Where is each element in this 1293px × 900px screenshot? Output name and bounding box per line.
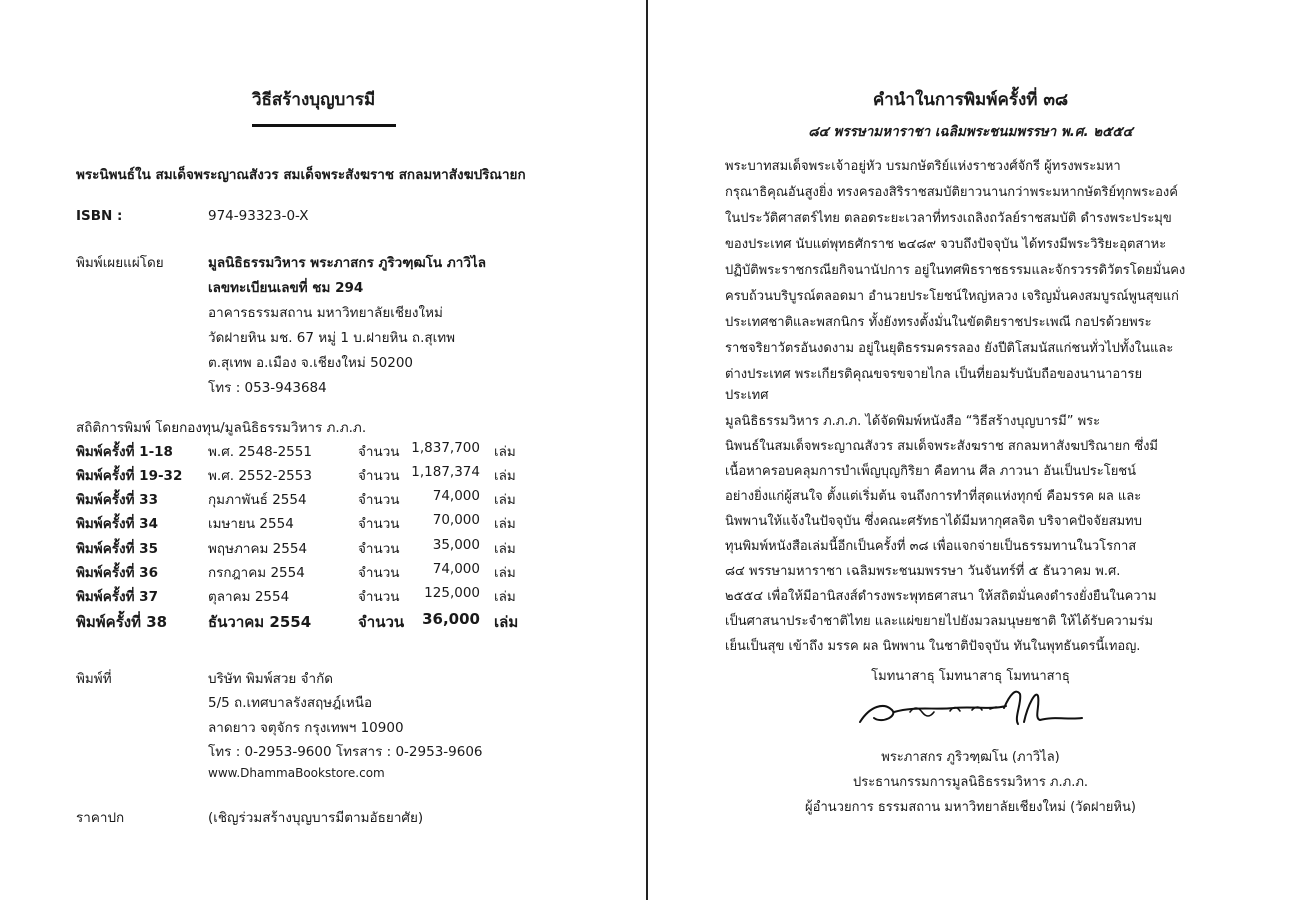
preface-line: ประเทศชาติและพสกนิกร ทั้งยังทรงตั้งมั่นในขัตติยราชประเพณี กอปรด้วยพระ xyxy=(725,315,1152,330)
printer-line: 5/5 ถ.เทศบาลรังสฤษฎ์เหนือ xyxy=(208,695,373,711)
print-stat-row xyxy=(76,440,536,460)
preface-line: พระบาทสมเด็จพระเจ้าอยู่หัว บรมกษัตริย์แห่งราชวงศ์จักรี ผู้ทรงพระมหา xyxy=(725,159,1121,174)
stat-edition: พิมพ์ครั้งที่ 1-18 xyxy=(76,444,173,460)
preface-line: ในประวัติศาสตร์ไทย ตลอดระยะเวลาที่ทรงเถลิงถวัลย์ราชสมบัติ ดำรงพระประมุข xyxy=(725,211,1172,226)
preface-line: ราชจริยาวัตรอันงดงาม อยู่ในยุติธรรมครรลอง ยังปีติโสมนัสแก่ชนทั่วไปทั้งในและ xyxy=(725,341,1174,356)
printer-label: พิมพ์ที่ xyxy=(76,671,112,687)
left-page xyxy=(0,0,646,900)
isbn-value: 974-93323-0-X xyxy=(208,208,309,224)
preface-line: อย่างยิ่งแก่ผู้สนใจ ตั้งแต่เริ่มต้น จนถึงการทำที่สุดแห่งทุกข์ คือมรรค ผล และ xyxy=(725,489,1142,504)
stat-amount-label: จำนวน xyxy=(358,565,400,581)
printer-line: บริษัท พิมพ์สวย จำกัด xyxy=(208,671,334,687)
stat-count: 1,187,374 xyxy=(411,464,480,480)
stat-unit: เล่ม xyxy=(494,444,516,460)
stat-count: 74,000 xyxy=(432,488,480,504)
stat-unit: เล่ม xyxy=(494,492,516,508)
signer-position: ประธานกรรมการมูลนิธิธรรมวิหาร ภ.ภ.ภ. xyxy=(852,774,1089,790)
preface-line: ๒๕๕๔ เพื่อให้มีอานิสงส์ดำรงพระพุทธศาสนา ให้สถิตมั่นคงดำรงยั่งยืนในความ xyxy=(725,589,1157,604)
preface-line: ทุนพิมพ์หนังสือเล่มนี้อีกเป็นครั้งที่ ๓๘ เพื่อแจกจ่ายเป็นธรรมทานในวโรกาส xyxy=(725,539,1137,554)
print-stat-row xyxy=(76,561,536,581)
stat-amount-label: จำนวน xyxy=(358,541,400,557)
preface-subtitle: ๘๔ พรรษามหาราชา เฉลิมพระชนมพรรษา พ.ศ. ๒๕๕๔ xyxy=(808,124,1133,140)
stat-edition: พิมพ์ครั้งที่ 35 xyxy=(76,541,158,557)
preface-line: มูลนิธิธรรมวิหาร ภ.ภ.ภ. ได้จัดพิมพ์หนังสือ “วิธีสร้างบุญบารมี” พระ xyxy=(725,414,1101,429)
stat-edition: พิมพ์ครั้งที่ 36 xyxy=(76,565,158,581)
print-stat-row xyxy=(76,464,536,484)
signer-position: ผู้อำนวยการ ธรรมสถาน มหาวิทยาลัยเชียงใหม่ (วัดฝายหิน) xyxy=(805,799,1136,815)
signature-image xyxy=(854,684,1086,732)
preface-line: กรุณาธิคุณอันสูงยิ่ง ทรงครองสิริราชสมบัติยาวนานกว่าพระมหากษัตริย์ทุกพระองค์ xyxy=(725,185,1178,200)
stat-unit: เล่ม xyxy=(494,565,516,581)
stat-count: 1,837,700 xyxy=(411,440,480,456)
publisher-line: ต.สุเทพ อ.เมือง จ.เชียงใหม่ 50200 xyxy=(208,355,414,371)
stat-edition: พิมพ์ครั้งที่ 38 xyxy=(76,613,168,631)
stat-unit: เล่ม xyxy=(494,541,516,557)
preface-line: ต่างประเทศ พระเกียรติคุณขจรขจายไกล เป็นที่ยอมรับนับถือของนานาอารย xyxy=(725,367,1143,382)
stat-date: กรกฎาคม 2554 xyxy=(208,565,305,581)
book-title: วิธีสร้างบุญบารมี xyxy=(252,90,376,110)
print-stat-row xyxy=(76,537,536,557)
preface-line: นิพพานให้แจ้งในปัจจุบัน ซึ่งคณะศรัทธาได้มีมหากุศลจิต บริจาคปัจจัยสมทบ xyxy=(725,514,1142,529)
publisher-line: เลขทะเบียนเลขที่ ชม 294 xyxy=(208,280,364,296)
stat-edition: พิมพ์ครั้งที่ 33 xyxy=(76,492,158,508)
stat-date: พ.ศ. 2548-2551 xyxy=(208,444,312,460)
author-line: พระนิพนธ์ใน สมเด็จพระญาณสังวร สมเด็จพระสังฆราช สกลมหาสังฆปริณายก xyxy=(76,167,526,183)
signer-name: พระภาสกร ภูริวฑฺฒโน (ภาวิไล) xyxy=(881,749,1060,765)
preface-line: ๘๔ พรรษามหาราชา เฉลิมพระชนมพรรษา วันจันทร์ที่ ๕ ธันวาคม พ.ศ. xyxy=(725,564,1121,579)
stat-count: 74,000 xyxy=(432,561,480,577)
printer-website: www.DhammaBookstore.com xyxy=(208,766,385,780)
stat-unit: เล่ม xyxy=(494,589,516,605)
stat-date: พ.ศ. 2552-2553 xyxy=(208,468,312,484)
stat-amount-label: จำนวน xyxy=(358,589,400,605)
preface-line: ครบถ้วนบริบูรณ์ตลอดมา อำนวยประโยชน์ใหญ่หลวง เจริญมั่นคงสมบูรณ์พูนสุขแก่ xyxy=(725,289,1179,304)
preface-line: เย็นเป็นสุข เข้าถึง มรรค ผล นิพพาน ในชาติปัจจุบัน ทันในพุทธันดรนี้เทอญ. xyxy=(725,639,1141,654)
preface-title: คำนำในการพิมพ์ครั้งที่ ๓๘ xyxy=(872,90,1069,110)
stat-count: 70,000 xyxy=(432,512,480,528)
stat-count: 35,000 xyxy=(432,537,480,553)
printer-line: โทร : 0-2953-9600 โทรสาร : 0-2953-9606 xyxy=(208,744,483,760)
preface-line: ปฏิบัติพระราชกรณียกิจนานัปการ อยู่ในทศพิธราชธรรมและจักรวรรดิวัตรโดยมั่นคง xyxy=(725,263,1186,278)
publisher-line: อาคารธรรมสถาน มหาวิทยาลัยเชียงใหม่ xyxy=(208,305,443,321)
stat-count: 36,000 xyxy=(422,610,480,628)
stat-amount-label: จำนวน xyxy=(358,492,400,508)
blessing-line: โมทนาสาธุ โมทนาสาธุ โมทนาสาธุ xyxy=(871,668,1070,684)
preface-line: เนื้อหาครอบคลุมการบำเพ็ญบุญกิริยา คือทาน ศีล ภาวนา อันเป็นประโยชน์ xyxy=(725,464,1137,479)
isbn-label: ISBN : xyxy=(76,208,123,224)
price-value: (เชิญร่วมสร้างบุญบารมีตามอัธยาศัย) xyxy=(208,810,424,826)
publisher-label: พิมพ์เผยแผ่โดย xyxy=(76,255,164,271)
stat-date: เมษายน 2554 xyxy=(208,516,294,532)
stat-edition: พิมพ์ครั้งที่ 19-32 xyxy=(76,468,183,484)
print-stat-row xyxy=(76,585,536,605)
preface-line: นิพนธ์ในสมเด็จพระญาณสังวร สมเด็จพระสังฆราช สกลมหาสังฆปริณายก ซึ่งมี xyxy=(725,439,1158,454)
preface-line: เป็นศาสนาประจำชาติไทย และแผ่ขยายไปยังมวลมนุษยชาติ ให้ได้รับความร่ม xyxy=(725,614,1154,629)
stat-edition: พิมพ์ครั้งที่ 34 xyxy=(76,516,158,532)
print-stat-row xyxy=(76,512,536,532)
price-label: ราคาปก xyxy=(76,810,125,826)
stat-date: ธันวาคม 2554 xyxy=(208,613,312,631)
stat-date: กุมภาพันธ์ 2554 xyxy=(208,492,307,508)
preface-line: ของประเทศ นับแต่พุทธศักราช ๒๔๘๙ จวบถึงปัจจุบัน ได้ทรงมีพระวิริยะอุตสาหะ xyxy=(725,237,1167,252)
print-stat-row-current xyxy=(76,610,536,630)
stat-date: พฤษภาคม 2554 xyxy=(208,541,308,557)
stat-edition: พิมพ์ครั้งที่ 37 xyxy=(76,589,158,605)
publisher-line: มูลนิธิธรรมวิหาร พระภาสกร ภูริวฑฺฒโน ภาวิไล xyxy=(208,255,486,271)
stat-amount-label: จำนวน xyxy=(358,613,405,631)
stat-unit: เล่ม xyxy=(494,613,519,631)
stat-unit: เล่ม xyxy=(494,516,516,532)
print-stat-row xyxy=(76,488,536,508)
print-stats-title: สถิติการพิมพ์ โดยกองทุน/มูลนิธิธรรมวิหาร ภ.ภ.ภ. xyxy=(76,420,367,436)
stat-date: ตุลาคม 2554 xyxy=(208,589,290,605)
printer-line: ลาดยาว จตุจักร กรุงเทพฯ 10900 xyxy=(208,720,404,736)
preface-line: ประเทศ xyxy=(725,388,769,403)
stat-amount-label: จำนวน xyxy=(358,516,400,532)
right-page xyxy=(648,0,1293,900)
stat-amount-label: จำนวน xyxy=(358,468,400,484)
title-underline xyxy=(252,124,396,127)
stat-unit: เล่ม xyxy=(494,468,516,484)
publisher-line: วัดฝายหิน มช. 67 หมู่ 1 บ.ฝายหิน ถ.สุเทพ xyxy=(208,330,456,346)
stat-count: 125,000 xyxy=(424,585,480,601)
stat-amount-label: จำนวน xyxy=(358,444,400,460)
publisher-line: โทร : 053-943684 xyxy=(208,380,327,396)
